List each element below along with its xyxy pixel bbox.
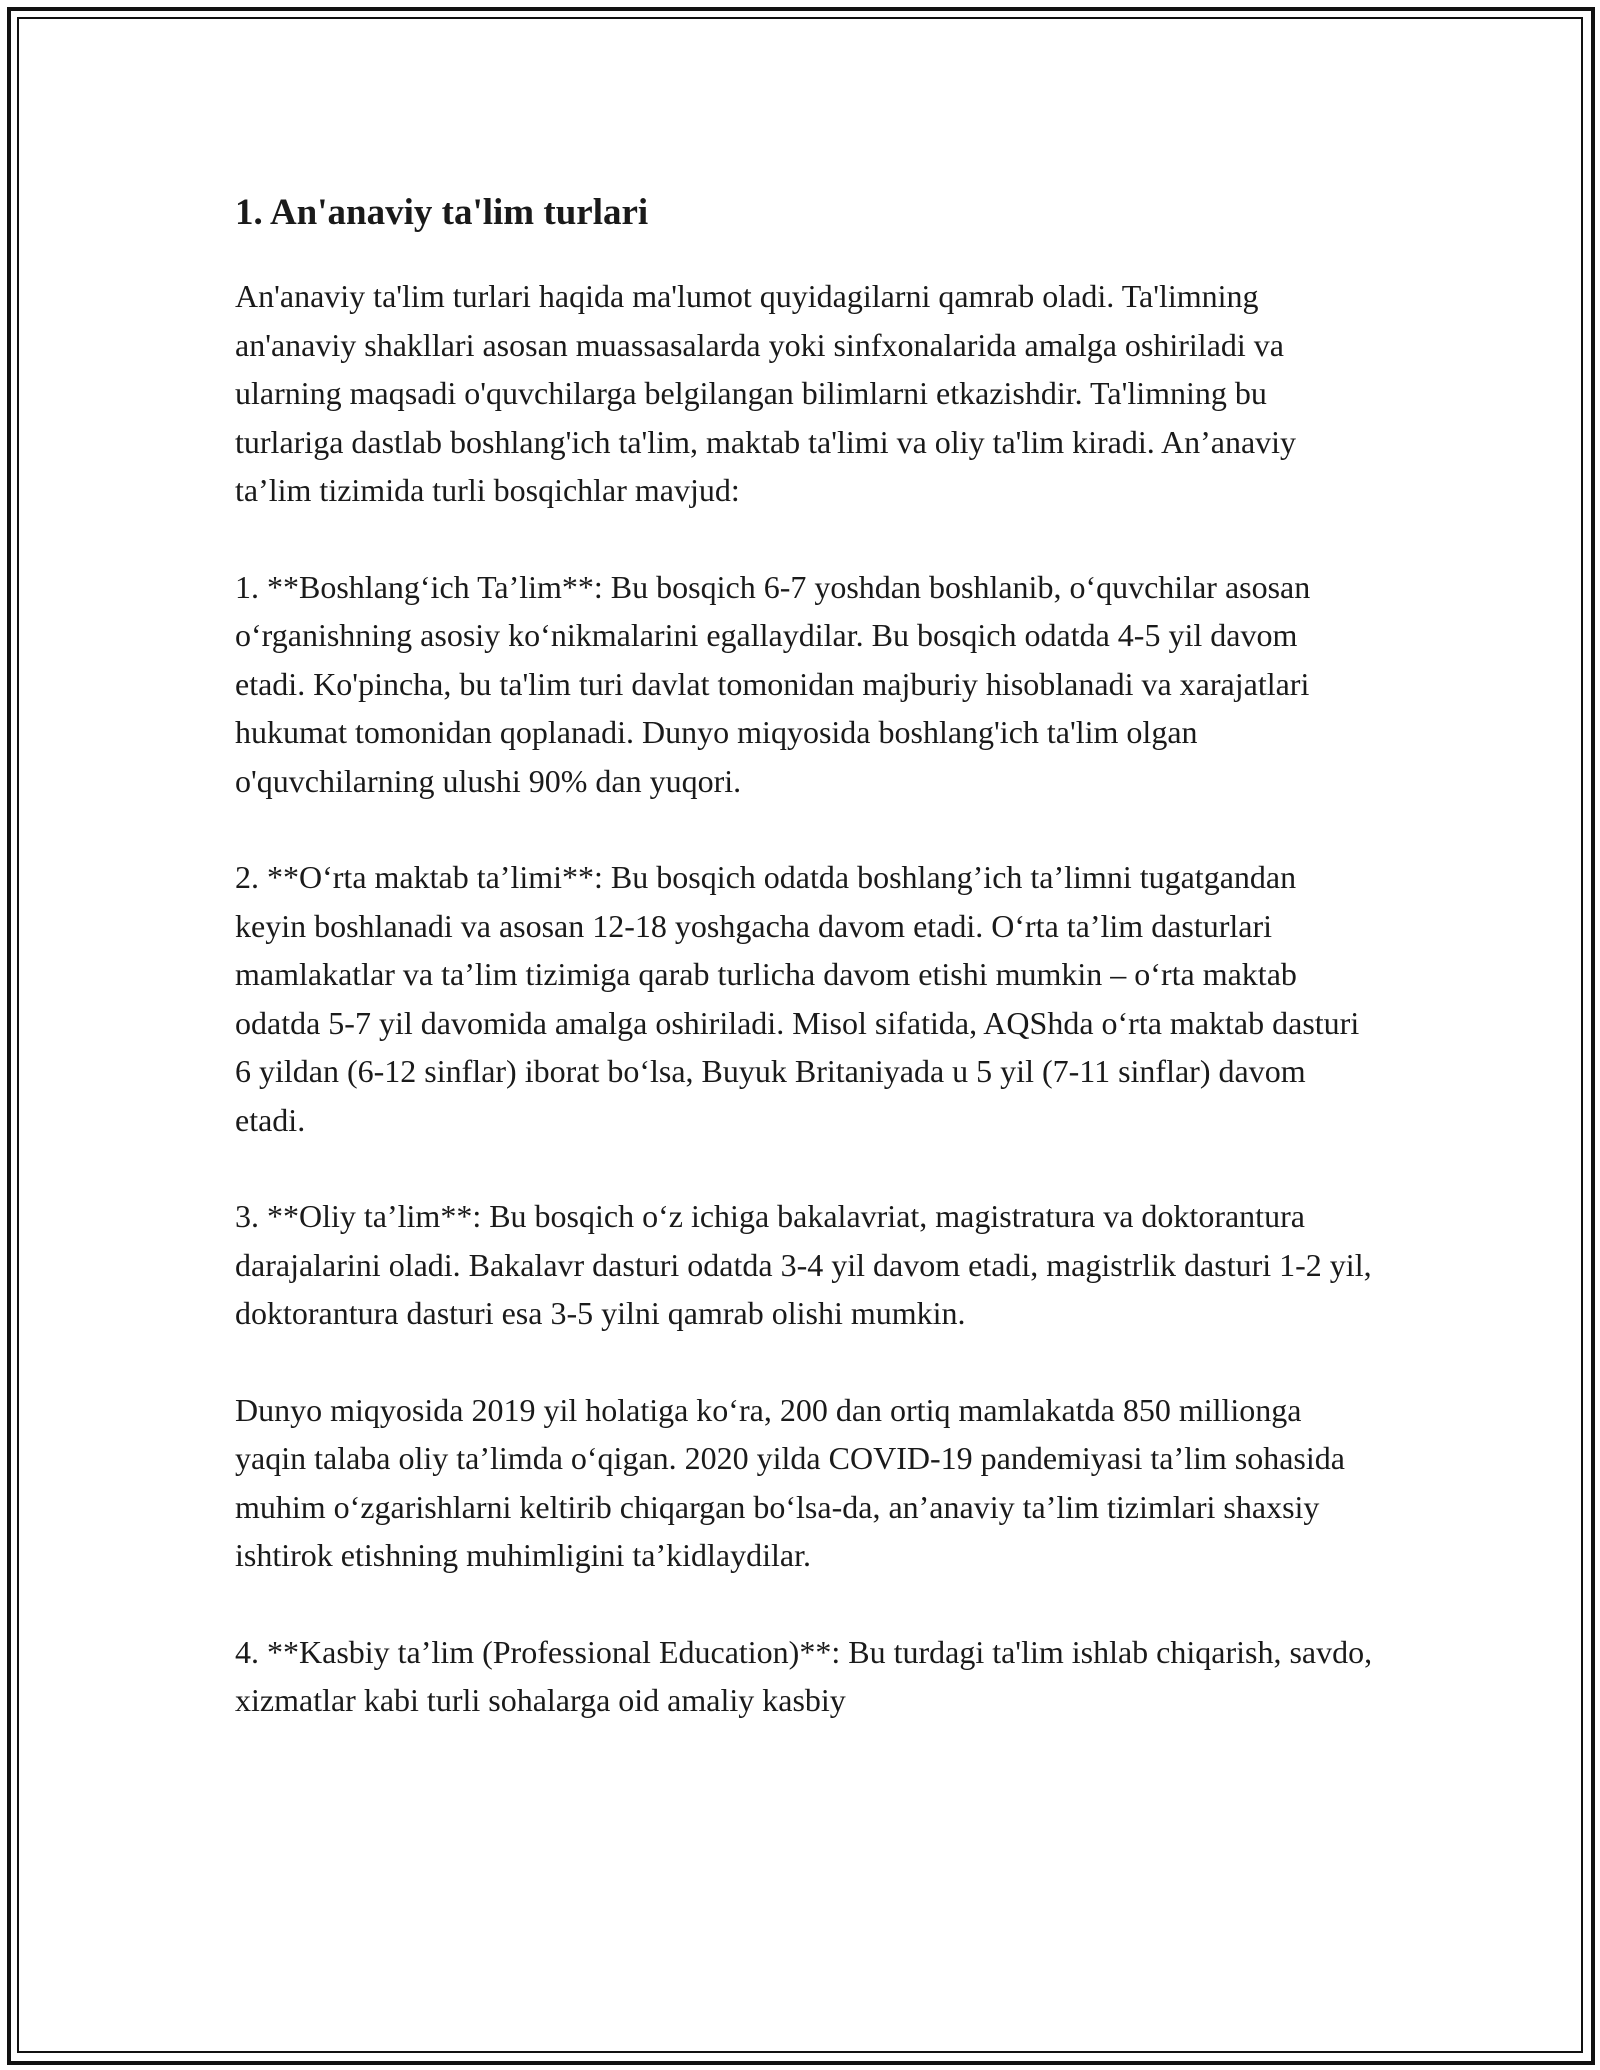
professional-education-paragraph: 4. **Kasbiy ta’lim (Professional Education)**: Bu turdagi ta'lim ishlab chiqarish, savdo, xizmatlar kabi turli sohalarga oid amaliy kasbiy bbox=[235, 1633, 1373, 1718]
world-statistics-paragraph: Dunyo miqyosida 2019 yil holatiga ko‘ra, 200 dan ortiq mamlakatda 850 millionga yaqin talaba oliy ta’limda o‘qigan. 2020 yilda COVID-19 pandemiyasi ta’lim sohasida muhim o‘zgarishlarni keltirib chiqargan bo‘lsa-da, an’anaviy ta’lim tizimlari shaxsiy ishtirok etishning muhimligini ta’kidlaydilar. bbox=[235, 1391, 1345, 1573]
primary-education-paragraph: 1. **Boshlang‘ich Ta’lim**: Bu bosqich 6-7 yoshdan boshlanib, o‘quvchilar asosan o‘rganishning asosiy ko‘nikmalarini egallaydilar. Bu bosqich odatda 4-5 yil davom etadi. Ko'pincha, bu ta'lim turi davlat tomonidan majburiy hisoblanadi va xarajatlari hukumat tomonidan qoplanadi. Dunyo miqyosida boshlang'ich ta'lim olgan o'quvchilarning ulushi 90% dan yuqori. bbox=[235, 568, 1311, 799]
secondary-education-paragraph: 2. **O‘rta maktab ta’limi**: Bu bosqich odatda boshlang’ich ta’limni tugatgandan keyin boshlanadi va asosan 12-18 yoshgacha davom etadi. O‘rta ta’lim dasturlari mamlakatlar va ta’lim tizimiga qarab turlicha davom etishi mumkin – o‘rta maktab odatda 5-7 yil davomida amalga oshiriladi. Misol sifatida, AQShda o‘rta maktab dasturi 6 yildan (6-12 sinflar) iborat bo‘lsa, Buyuk Britaniyada u 5 yil (7-11 sinflar) davom etadi. bbox=[235, 859, 1360, 1138]
higher-education-paragraph: 3. **Oliy ta’lim**: Bu bosqich o‘z ichiga bakalavriat, magistratura va doktorantura darajalarini oladi. Bakalavr dasturi odatda 3-4 yil davom etadi, magistrlik dasturi 1-2 yil, doktorantura dasturi esa 3-5 yilni qamrab olishi mumkin. bbox=[235, 1198, 1372, 1331]
intro-paragraph: An'anaviy ta'lim turlari haqida ma'lumot quyidagilarni qamrab oladi. Ta'limning an'anaviy shakllari asosan muassasalarda yoki sinfxonalarida amalga oshiriladi va ularning maqsadi o'quvchilarga belgilangan bilimlarni etkazishdir. Ta'limning bu turlariga dastlab boshlang'ich ta'lim, maktab ta'limi va oliy ta'lim kiradi. An’anaviy ta’lim tizimida turli bosqichlar mavjud: bbox=[235, 278, 1297, 508]
document-body bbox=[235, 188, 1375, 1725]
section-heading: 1. An'anaviy ta'lim turlari bbox=[235, 192, 649, 233]
